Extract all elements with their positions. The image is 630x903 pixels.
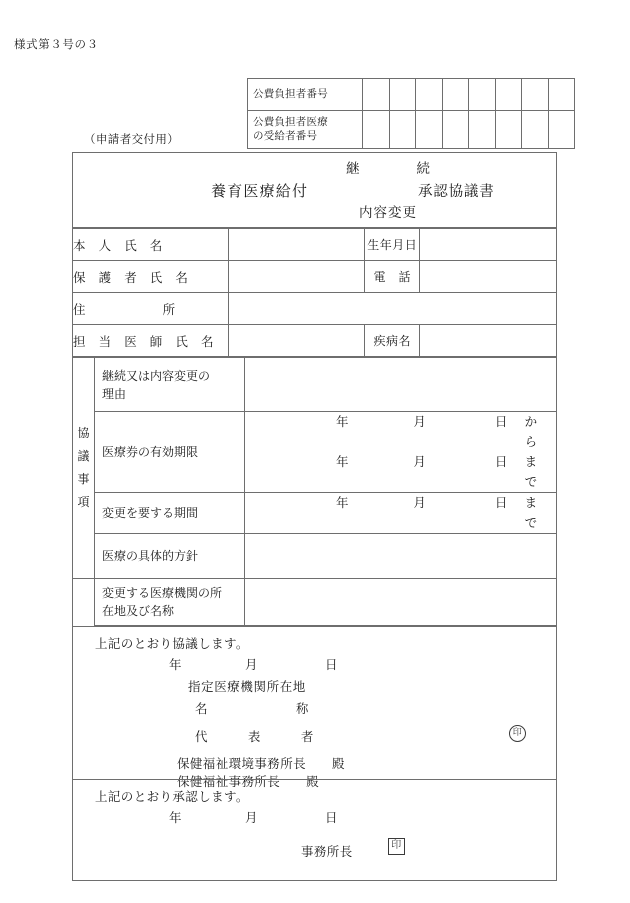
- recipient-number-cell[interactable]: [389, 111, 416, 149]
- recipient-number-cell[interactable]: [469, 111, 496, 149]
- phone-value[interactable]: [420, 261, 556, 293]
- table-row: [73, 579, 556, 626]
- change-period-value[interactable]: [245, 493, 557, 534]
- institution-name-label-b: 称: [295, 701, 309, 716]
- table-row: [73, 534, 556, 579]
- title-stacked-top: 継 続: [346, 161, 440, 177]
- patient-name-label-text: 本 人 氏 名: [73, 237, 163, 253]
- table-row: [73, 229, 556, 261]
- addressee-health-welfare-environment-office: [177, 754, 345, 772]
- consultation-items-table: [73, 357, 556, 626]
- range-suffix: まで: [524, 495, 538, 530]
- addressee-2-text: 保健福祉事務所長: [177, 774, 281, 789]
- form-number: 様式第３号の３: [14, 37, 99, 51]
- representative-label-b: 表: [247, 729, 261, 744]
- issue-note: （申請者交付用）: [84, 132, 180, 146]
- day-unit: 日: [325, 657, 338, 672]
- title-stacked-bottom: 内容変更: [359, 204, 417, 221]
- consultation-statement-block: [73, 626, 556, 789]
- addressee-1-text: 保健福祉環境事務所長: [177, 756, 307, 771]
- recipient-number-cell[interactable]: [416, 111, 443, 149]
- title-main: 養育医療給付: [211, 182, 309, 200]
- recipient-number-cell[interactable]: [442, 111, 469, 149]
- representative-label-c: 者: [300, 729, 314, 744]
- guardian-name-label-text: 保 護 者 氏 名: [73, 269, 189, 285]
- date-line: [251, 493, 550, 533]
- payer-number-cell[interactable]: [363, 79, 390, 111]
- patient-name-value[interactable]: [229, 229, 365, 261]
- month-unit: 月: [413, 495, 427, 510]
- range-suffix: から: [524, 414, 538, 449]
- payer-number-cell[interactable]: [522, 79, 549, 111]
- disease-name-value[interactable]: [420, 325, 556, 357]
- date-line: [251, 452, 550, 492]
- payer-number-table: [247, 78, 575, 149]
- patient-name-label: [73, 229, 229, 261]
- reason-label-line1: 継続又は内容変更の: [102, 368, 211, 383]
- recipient-number-label-line2: の受給者番号: [253, 129, 318, 142]
- treatment-policy-value[interactable]: [245, 534, 557, 579]
- year-unit: 年: [336, 414, 349, 429]
- change-period-label: 変更を要する期間: [95, 493, 245, 534]
- new-institution-label-line1: 変更する医療機関の所: [102, 586, 223, 600]
- birthdate-label: 生年月日: [365, 229, 420, 261]
- approval-lead-text: 上記のとおり承認します。: [95, 789, 249, 804]
- title-right: 承認協議書: [418, 184, 495, 200]
- table-row: [248, 111, 575, 149]
- guardian-name-value[interactable]: [229, 261, 365, 293]
- payer-number-cell[interactable]: [495, 79, 522, 111]
- institution-name-label-a: 名: [195, 701, 208, 716]
- doctor-name-label-text: 担 当 医 師 氏 名: [73, 333, 214, 349]
- table-row: [73, 358, 556, 412]
- payer-number-label: 公費負担者番号: [248, 79, 363, 111]
- identity-table: [73, 228, 556, 357]
- phone-label: 電 話: [365, 261, 420, 293]
- table-row: [73, 412, 556, 493]
- month-unit: 月: [413, 414, 427, 429]
- recipient-number-cell[interactable]: [495, 111, 522, 149]
- approval-statement-block: [73, 779, 556, 880]
- reason-label: [95, 358, 245, 412]
- doctor-name-value[interactable]: [229, 325, 365, 357]
- vertical-char: 項: [77, 494, 90, 509]
- vertical-char: 事: [77, 472, 90, 486]
- payer-number-cell[interactable]: [442, 79, 469, 111]
- month-unit: 月: [245, 810, 258, 825]
- payer-number-cell[interactable]: [389, 79, 416, 111]
- recipient-number-label: [248, 111, 363, 149]
- treatment-policy-label: 医療の具体的方針: [95, 534, 245, 579]
- date-line: [251, 412, 550, 452]
- payer-number-cell[interactable]: [416, 79, 443, 111]
- seal-icon: 印: [388, 838, 405, 855]
- new-institution-label-line2: 在地及び名称: [102, 604, 175, 618]
- range-suffix: まで: [524, 454, 538, 489]
- recipient-number-cell[interactable]: [522, 111, 549, 149]
- validity-period-value[interactable]: [245, 412, 557, 493]
- recipient-number-cell[interactable]: [363, 111, 390, 149]
- main-form: [72, 152, 557, 881]
- day-unit: 日: [494, 454, 508, 469]
- vertical-char: 議: [77, 449, 90, 464]
- year-unit: 年: [336, 495, 349, 510]
- reason-value[interactable]: [245, 358, 557, 412]
- table-row: [73, 493, 556, 534]
- day-unit: 日: [494, 495, 508, 510]
- table-row: [73, 261, 556, 293]
- institution-address-label: 指定医療機関所在地: [188, 679, 306, 694]
- month-unit: 月: [413, 454, 427, 469]
- day-unit: 日: [494, 414, 508, 429]
- table-row: [73, 293, 556, 325]
- consultation-date: [169, 655, 338, 673]
- address-label-text: 住 所: [73, 301, 176, 317]
- new-institution-value[interactable]: [245, 579, 557, 626]
- year-unit: 年: [169, 657, 182, 672]
- approval-date: [169, 808, 338, 826]
- reason-label-line2: 理由: [102, 386, 127, 401]
- payer-number-cell[interactable]: [548, 79, 575, 111]
- table-row: [248, 79, 575, 111]
- consultation-lead-text: 上記のとおり協議します。: [95, 636, 249, 651]
- addressee-2-honorific: 殿: [306, 774, 320, 789]
- new-institution-label: [95, 579, 245, 626]
- disease-name-label: 疾病名: [365, 325, 420, 357]
- month-unit: 月: [245, 657, 258, 672]
- table-row: [73, 325, 556, 357]
- representative-label-a: 代: [195, 729, 208, 744]
- birthdate-value[interactable]: [420, 229, 556, 261]
- addressee-1-honorific: 殿: [332, 756, 345, 771]
- vertical-char: 協: [77, 426, 90, 441]
- payer-number-cell[interactable]: [469, 79, 496, 111]
- recipient-number-cell[interactable]: [548, 111, 575, 149]
- consultation-items-vertical-label: [73, 358, 95, 579]
- office-director-label: 事務所長: [301, 844, 353, 859]
- day-unit: 日: [325, 810, 338, 825]
- representative-label: [195, 727, 314, 745]
- page-title: [73, 153, 556, 228]
- seal-icon: 印: [509, 725, 526, 742]
- institution-name-label: [195, 699, 309, 717]
- validity-period-label: 医療券の有効期限: [95, 412, 245, 493]
- year-unit: 年: [336, 454, 349, 469]
- address-label: [73, 293, 229, 325]
- year-unit: 年: [169, 810, 182, 825]
- guardian-name-label: [73, 261, 229, 293]
- address-value[interactable]: [229, 293, 557, 325]
- recipient-number-label-line1: 公費負担者医療: [253, 115, 328, 128]
- doctor-name-label: [73, 325, 229, 357]
